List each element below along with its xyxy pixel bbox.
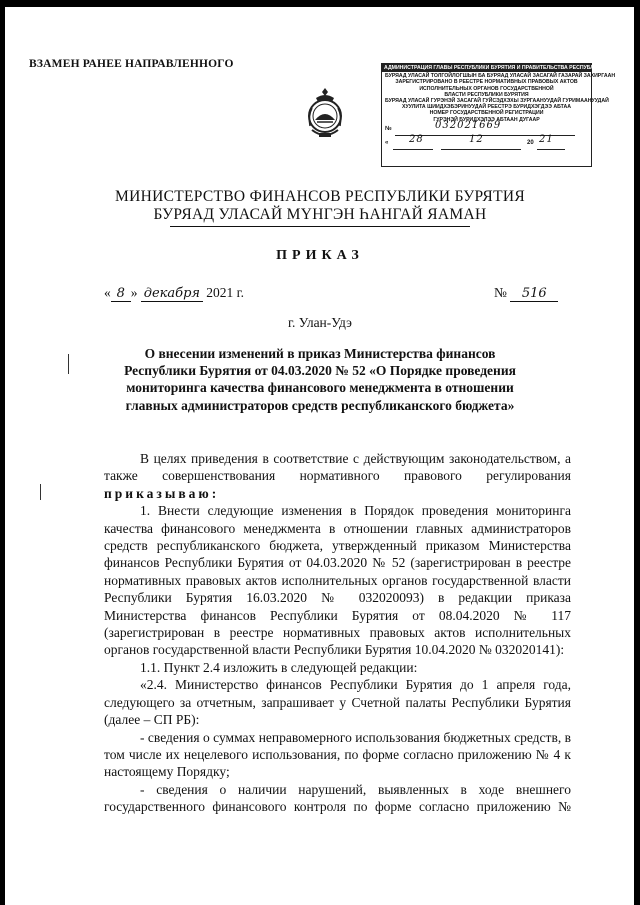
paragraph xyxy=(104,450,571,502)
stamp-line: НОМЕР ГОСУДАРСТВЕННОЙ РЕГИСТРАЦИИ xyxy=(429,110,544,117)
stamp-date-underline xyxy=(441,149,521,150)
stamp-date-open: « xyxy=(385,139,389,146)
paragraph: 1.1. Пункт 2.4 изложить в следующей редакции: xyxy=(140,659,418,675)
stamp-line: ИСПОЛНИТЕЛЬНЫХ ОРГАНОВ ГОСУДАРСТВЕННОЙ xyxy=(419,85,554,92)
margin-mark xyxy=(68,354,69,374)
command-word: приказываю: xyxy=(104,485,220,501)
order-date-month: декабря xyxy=(141,286,203,302)
registration-stamp xyxy=(381,63,631,167)
stamp-registration-number: 032021669 xyxy=(435,119,502,131)
stamp-date-underline xyxy=(537,149,565,150)
stamp-line: БУРЯАД УЛАСАЙ ТОЛГОЙЛОГШЫН БА БУРЯАД УЛАСАЙ ЗАСАГАЙ ГАЗАРАЙ ЗАХИРГААН xyxy=(385,73,616,80)
stamp-date-underline xyxy=(393,149,433,150)
stamp-line: ГУРЭНЭЙ БУРИДХЭЛЭЭ АБТААН ДУГААР xyxy=(433,116,540,123)
scan-border-left xyxy=(0,0,5,905)
stamp-line: БУРЯАД УЛАСАЙ ГУРЭНЭЙ ЗАСАГАЙ ГУЙСЭДХЭХЫ ЗУРГААНУУДАЙ ГУРИМААНУУДАЙ xyxy=(385,98,609,105)
margin-mark xyxy=(40,484,41,500)
paragraph: «2.4. Министерство финансов Республики Бурятия до 1 апреля года, следующего за отчетным, запрашивает у Счетной палаты Республики Бурятия (далее – СП РБ): xyxy=(104,677,571,728)
stamp-line: ЗАРЕГИСТРИРОВАНО В РЕЕСТРЕ НОРМАТИВНЫХ ПРАВОВЫХ АКТОВ xyxy=(395,79,578,86)
stamp-date-row xyxy=(385,133,588,151)
order-title: ПРИКАЗ xyxy=(276,248,364,263)
order-date-year: 2021 г. xyxy=(206,285,245,300)
stamp-date-month: 12 xyxy=(469,133,484,145)
date-close-quote: » xyxy=(130,285,138,300)
scan-border-top xyxy=(0,0,640,7)
order-heading: О внесении изменений в приказ Министерства финансов Республики Бурятия от 04.03.2020 № 52 «О Порядке проведения мониторинга качества финансового менеджмента в отношении главных администраторов средств республиканского бюджета» xyxy=(124,346,516,413)
date-open-quote: « xyxy=(104,285,111,300)
scan-border-right xyxy=(634,0,640,905)
order-number-value: 516 xyxy=(510,286,558,302)
paragraph: - сведения о наличии нарушений, выявленных в ходе внешнего государственного финансового контроля по форме согласно приложению № xyxy=(104,781,571,815)
order-date-day: 8 xyxy=(111,286,131,302)
stamp-line: АДМИНИСТРАЦИЯ ГЛАВЫ РЕСПУБЛИКИ БУРЯТИЯ И ПРАВИТЕЛЬСТВА РЕСПУБЛИКИ БУРЯТИЯ xyxy=(384,65,631,71)
ministry-underline xyxy=(170,226,470,227)
stamp-line: ВЛАСТИ РЕСПУБЛИКИ БУРЯТИЯ xyxy=(444,91,529,98)
stamp-number-prefix: № xyxy=(385,125,392,132)
stamp-date-year: 21 xyxy=(539,133,554,145)
replace-note: ВЗАМЕН РАНЕЕ НАПРАВЛЕННОГО xyxy=(29,58,234,70)
paragraph-text: В целях приведения в соответствие с действующим законодательством, а также совершенствования нормативного правового регулирования xyxy=(104,451,571,484)
ministry-name-ru: МИНИСТЕРСТВО ФИНАНСОВ РЕСПУБЛИКИ БУРЯТИЯ xyxy=(115,188,525,205)
order-number-label: № xyxy=(494,285,507,300)
coat-of-arms-emblem xyxy=(302,86,348,142)
order-number xyxy=(494,285,558,302)
stamp-line: ХУУЛИТА ШИИДХЭБЭРИНУУДАЙ РЕЕСТРЭ БУРИДХЭГДЭЭ АБТАА xyxy=(401,104,572,111)
city: г. Улан-Удэ xyxy=(288,315,352,330)
paragraph: - сведения о суммах неправомерного использования бюджетных средств, в том числе их нецелевого использования, по форме согласно приложению № 4 к настоящему Порядку; xyxy=(104,729,571,780)
paragraph: 1. Внести следующие изменения в Порядок проведения мониторинга качества финансового менеджмента в отношении главных администраторов средств республиканского бюджета, утвержденный приказом Министерства финансов Республики Бурятия от 04.03.2020 № 52 (зарегистрирован в реестре нормативных правовых актов исполнительных органов государственной власти Республики Бурятия 16.03.2020 № 032020093) в редакции приказа Министерства финансов Республики Бурятия от 08.04.2020 № 117 (зарегистрирован в реестре нормативных правовых актов исполнительных органов государственной власти Республики Бурятия 10.04.2020 № 032020141): xyxy=(104,503,571,658)
ministry-name-bua: БУРЯАД УЛАСАЙ МҮНГЭН ҺАНГАЙ ЯАМАН xyxy=(153,206,487,223)
order-body xyxy=(104,450,571,816)
order-date xyxy=(104,285,244,302)
stamp-date-year-prefix: 20 xyxy=(527,139,534,146)
stamp-date-day: 28 xyxy=(409,133,424,145)
